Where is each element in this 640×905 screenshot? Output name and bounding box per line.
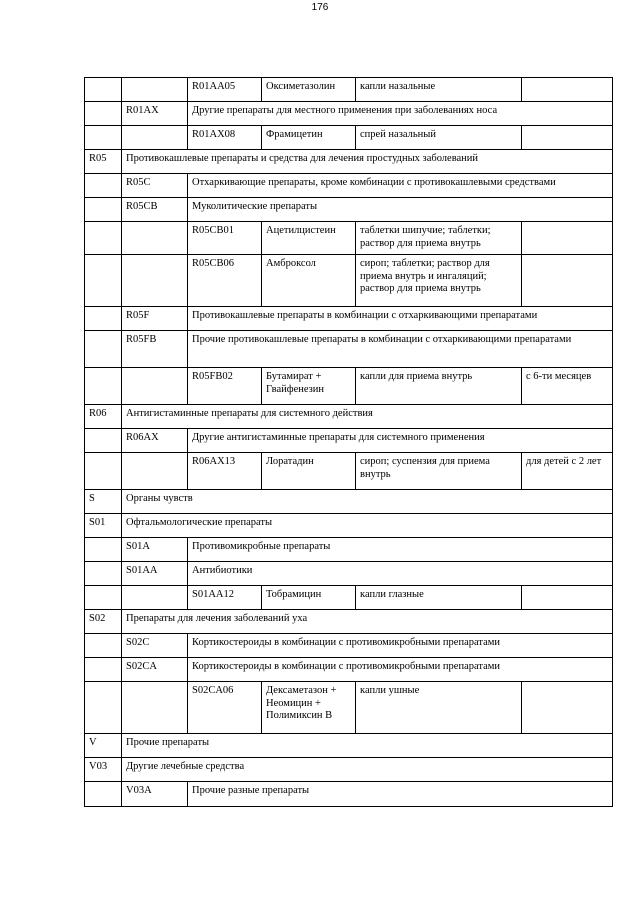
indent-cell xyxy=(85,429,122,453)
indent-cell xyxy=(85,307,122,331)
note-cell xyxy=(522,222,613,255)
drug-name-cell: Фрамицетин xyxy=(262,126,356,150)
note-cell xyxy=(522,78,613,102)
group-code-cell: R06 xyxy=(85,405,122,429)
drug-name-cell: Ацетилцистеин xyxy=(262,222,356,255)
table-row-s xyxy=(85,490,613,514)
group-code-cell: V xyxy=(85,734,122,758)
note-cell: для детей с 2 лет xyxy=(522,453,613,490)
drug-name-cell: Амброксол xyxy=(262,255,356,307)
group-description-cell: Противокашлевые препараты и средства для лечения простудных заболеваний xyxy=(122,150,613,174)
drug-name-cell: Оксиметазолин xyxy=(262,78,356,102)
subgroup-description-cell: Муколитические препараты xyxy=(188,198,613,222)
group-code-cell: S xyxy=(85,490,122,514)
indent-cell xyxy=(122,368,188,405)
drug-code-cell: R05FB02 xyxy=(188,368,262,405)
group-description-cell: Органы чувств xyxy=(122,490,613,514)
group-description-cell: Офтальмологические препараты xyxy=(122,514,613,538)
subgroup-code-cell: R05C xyxy=(122,174,188,198)
subgroup-code-cell: S01AA xyxy=(122,562,188,586)
subgroup-code-cell: S01A xyxy=(122,538,188,562)
table-row-s02ca06 xyxy=(85,682,613,734)
table-row-r05fb xyxy=(85,331,613,368)
table-row-v03 xyxy=(85,758,613,782)
group-description-cell: Препараты для лечения заболеваний уха xyxy=(122,610,613,634)
table-row-s01 xyxy=(85,514,613,538)
indent-cell xyxy=(85,198,122,222)
table-row-r06 xyxy=(85,405,613,429)
table-row-s01a xyxy=(85,538,613,562)
table-row-s02ca xyxy=(85,658,613,682)
group-code-cell: V03 xyxy=(85,758,122,782)
table-row-r06ax xyxy=(85,429,613,453)
indent-cell xyxy=(85,634,122,658)
indent-cell xyxy=(85,658,122,682)
table-row-s02c xyxy=(85,634,613,658)
subgroup-code-cell: R05F xyxy=(122,307,188,331)
group-description-cell: Прочие препараты xyxy=(122,734,613,758)
dosage-form-cell: капли для приема внутрь xyxy=(356,368,522,405)
indent-cell xyxy=(85,562,122,586)
group-description-cell: Другие лечебные средства xyxy=(122,758,613,782)
table-row-r01ax xyxy=(85,102,613,126)
subgroup-code-cell: S02C xyxy=(122,634,188,658)
drug-name-cell: Тобрамицин xyxy=(262,586,356,610)
table-row-r01aa05 xyxy=(85,78,613,102)
indent-cell xyxy=(85,586,122,610)
table-row-r01ax08 xyxy=(85,126,613,150)
subgroup-description-cell: Другие антигистаминные препараты для системного применения xyxy=(188,429,613,453)
group-description-cell: Антигистаминные препараты для системного действия xyxy=(122,405,613,429)
subgroup-description-cell: Антибиотики xyxy=(188,562,613,586)
drug-code-cell: R01AX08 xyxy=(188,126,262,150)
dosage-form-cell: сироп; таблетки; раствор для приема внутрь и ингаляций; раствор для приема внутрь xyxy=(356,255,522,307)
drug-name-cell: Бутамират + Гвайфенезин xyxy=(262,368,356,405)
indent-cell xyxy=(122,78,188,102)
note-cell xyxy=(522,126,613,150)
indent-cell xyxy=(85,174,122,198)
subgroup-description-cell: Кортикостероиды в комбинации с противомикробными препаратами xyxy=(188,634,613,658)
indent-cell xyxy=(122,126,188,150)
drug-code-cell: R05CB01 xyxy=(188,222,262,255)
table-row-v xyxy=(85,734,613,758)
table-row-r05cb01 xyxy=(85,222,613,255)
dosage-form-cell: капли ушные xyxy=(356,682,522,734)
table-row-s02 xyxy=(85,610,613,634)
indent-cell xyxy=(85,222,122,255)
table-row-r05 xyxy=(85,150,613,174)
subgroup-code-cell: S02CA xyxy=(122,658,188,682)
subgroup-code-cell: R05FB xyxy=(122,331,188,368)
group-code-cell: S02 xyxy=(85,610,122,634)
drug-code-cell: S01AA12 xyxy=(188,586,262,610)
dosage-form-cell: капли глазные xyxy=(356,586,522,610)
table-row-s01aa xyxy=(85,562,613,586)
table-row-r05fb02 xyxy=(85,368,613,405)
subgroup-description-cell: Отхаркивающие препараты, кроме комбинации с противокашлевыми средствами xyxy=(188,174,613,198)
subgroup-code-cell: V03A xyxy=(122,782,188,807)
subgroup-description-cell: Кортикостероиды в комбинации с противомикробными препаратами xyxy=(188,658,613,682)
page-number: 176 xyxy=(311,2,329,13)
note-cell xyxy=(522,586,613,610)
indent-cell xyxy=(122,682,188,734)
table-row-r05f xyxy=(85,307,613,331)
indent-cell xyxy=(122,255,188,307)
subgroup-description-cell: Другие препараты для местного применения при заболеваниях носа xyxy=(188,102,613,126)
drug-name-cell: Лоратадин xyxy=(262,453,356,490)
indent-cell xyxy=(85,453,122,490)
indent-cell xyxy=(85,78,122,102)
table-row-r05c xyxy=(85,174,613,198)
drug-code-cell: R01AA05 xyxy=(188,78,262,102)
dosage-form-cell: таблетки шипучие; таблетки; раствор для приема внутрь xyxy=(356,222,522,255)
table-row-s01aa12 xyxy=(85,586,613,610)
drug-code-cell: R05CB06 xyxy=(188,255,262,307)
subgroup-code-cell: R06AX xyxy=(122,429,188,453)
indent-cell xyxy=(85,102,122,126)
drug-classification-table xyxy=(84,77,613,807)
table-row-r05cb06 xyxy=(85,255,613,307)
subgroup-code-cell: R05CB xyxy=(122,198,188,222)
subgroup-code-cell: R01AX xyxy=(122,102,188,126)
group-code-cell: R05 xyxy=(85,150,122,174)
dosage-form-cell: сироп; суспензия для приема внутрь xyxy=(356,453,522,490)
indent-cell xyxy=(85,538,122,562)
indent-cell xyxy=(122,453,188,490)
subgroup-description-cell: Противомикробные препараты xyxy=(188,538,613,562)
subgroup-description-cell: Прочие противокашлевые препараты в комбинации с отхаркивающими препаратами xyxy=(188,331,613,368)
table-row-v03a xyxy=(85,782,613,807)
dosage-form-cell: спрей назальный xyxy=(356,126,522,150)
indent-cell xyxy=(85,782,122,807)
dosage-form-cell: капли назальные xyxy=(356,78,522,102)
subgroup-description-cell: Прочие разные препараты xyxy=(188,782,613,807)
group-code-cell: S01 xyxy=(85,514,122,538)
indent-cell xyxy=(122,586,188,610)
drug-name-cell: Дексаметазон + Неомицин + Полимиксин B xyxy=(262,682,356,734)
drug-code-cell: R06AX13 xyxy=(188,453,262,490)
table-row-r06ax13 xyxy=(85,453,613,490)
drug-code-cell: S02CA06 xyxy=(188,682,262,734)
indent-cell xyxy=(85,368,122,405)
note-cell: с 6-ти месяцев xyxy=(522,368,613,405)
subgroup-description-cell: Противокашлевые препараты в комбинации с отхаркивающими препаратами xyxy=(188,307,613,331)
indent-cell xyxy=(85,255,122,307)
table-row-r05cb xyxy=(85,198,613,222)
indent-cell xyxy=(85,126,122,150)
note-cell xyxy=(522,682,613,734)
note-cell xyxy=(522,255,613,307)
indent-cell xyxy=(85,682,122,734)
indent-cell xyxy=(122,222,188,255)
indent-cell xyxy=(85,331,122,368)
